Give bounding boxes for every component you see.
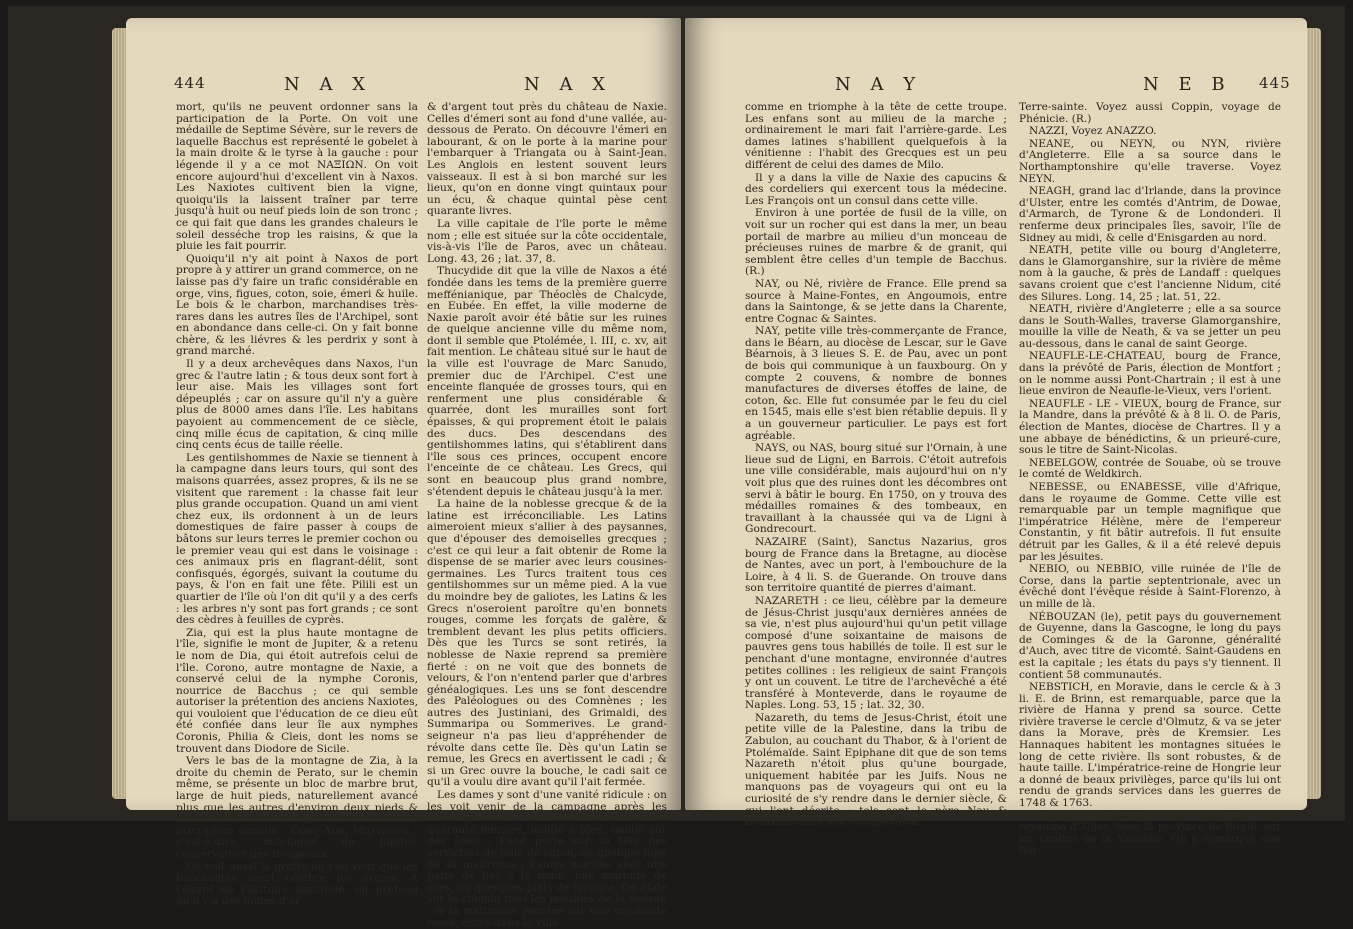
left-page-edges <box>112 28 126 799</box>
right-page-column-2 <box>1019 101 1281 857</box>
paragraph: Les dames y sont d'une vanité ridicule : on les voit venir de la campagne après les vendanges avec une suite de trente ou quarante femmes, moitié à pied, moitié sur des ânes ; l'une porte sur sa tête des serviettes de toile de coton, ou quelque jupe de sa maîtresse ; l'autre marche avec une paire de bas à la main, une marmite de grès, ou quelques plats de fayance. On étale sur le chemin tous les meubles de la maison ; & la maîtresse, montée sur une méchante rosse, entre dans la ville <box>427 789 667 929</box>
right-page-edges <box>1307 28 1321 799</box>
paragraph: Quoiqu'il n'y ait point à Naxos de port propre à y attirer un grand commerce, on ne laisse pas d'y faire un trafic considérable en orge, vins, figues, coton, soie, émeri & huile. Le bois & le charbon, marchandises très-rares dans les autres îles de l'Archipel, sont en abondance dans celle-ci. On y fait bonne chère, & les liévres & les perdrix y sont à grand marché. <box>176 252 418 358</box>
paragraph: mort, qu'ils ne peuvent ordonner sans la participation de la Porte. On voit une médaille de Septime Sévère, sur le revers de laquelle Bacchus est représenté le gobelet à la main droite & le tyrse à la gauche : pour légende il y a ce mot ΝΑΞΙΩΝ. On voit encore aujourd'hui d'excellent vin à Naxos. Les Naxiotes cultivent bien la vigne, quoiqu'ils la laissent traîner par terre jusqu'à huit ou neuf pieds loin de son tronc ; ce qui fait que dans les grandes chaleurs le soleil desséche trop les raisins, & que la pluie les fait pourrir. <box>176 101 418 253</box>
paragraph: NEAGH, grand lac d'Irlande, dans la province d'Ulster, entre les comtés d'Antrim, de Dowae, d'Armarch, de Tyrone & de Londonderi. Il renferme deux principales îles, savoir, l'île de Sidney au midi, & celle d'Enisgarden au nord. <box>1019 185 1281 244</box>
paragraph: Zia, qui est la plus haute montagne de l'île, signifie le mont de Jupiter, & a retenu le nom de Dia, qui étoit autrefois celui de l'île. Corono, autre montagne de Naxie, a conservé celui de la nymphe Coronis, nourrice de Bacchus ; ce qui semble autoriser la prétention des anciens Naxiotes, qui vouloient que l'éducation de ce dieu eût été confiée dans leur île aux nymphes Coronis, Philia & Cleis, dont les noms se trouvent dans Diodore de Sicile. <box>176 626 418 755</box>
paragraph: NAZZI, Voyez ANAZZO. <box>1029 125 1157 138</box>
paragraph: La ville capitale de l'île porte le même nom ; elle est située sur la côte occidentale, vis-à-vis l'île de Paros, avec un château. Long. 43, 26 ; lat. 37, 8. <box>427 217 667 265</box>
paragraph: NEATH, petite ville ou bourg d'Angleterre, dans le Glamorganshire, sur la rivière de même nom à la gauche, & près de Landaff : quelques savans croient que c'est l'ancienne Nidum, cité des Silures. Long. 14, 25 ; lat. 51, 22. <box>1019 244 1281 303</box>
paragraph: NAY, petite ville très-commerçante de France, dans le Béarn, au diocèse de Lescar, sur le Gave Béarnois, à 3 lieues S. E. de Pau, avec un pont de bois qui communique à un fauxbourg. On y compte 2 couvens, & nombre de bonnes manufactures de diverses étoffes de laine, de coton, &c. Elle fut consumée par le feu du ciel en 1545, mais elle s'est bien rétablie depuis. Il y a un gouverneur particulier. Le pays est fort agréable. <box>745 325 1007 442</box>
paragraph: NAYS, ou NAS, bourg situé sur l'Ornain, à une lieue sud de Ligni, en Barrois. C'étoit autrefois une ville considérable, mais aujourd'hui on n'y voit plus que des ruines dont les décombres ont servi à bâtir le bourg. En 1750, on y trouva des médailles romaines & des tombeaux, en travaillant à la chaussée qui va de Ligni à Gondrecourt. <box>745 442 1007 536</box>
left-page-header <box>126 74 681 96</box>
paragraph: Terre-sainte. Voyez aussi Coppin, voyage de Phénicie. (R.) <box>1019 101 1281 125</box>
book-spread <box>8 6 1345 929</box>
paragraph: NEBSTICH, en Moravie, dans le cercle & à 3 li. E. de Brinn, est remarquable, parce que la rivière de Hanna y prend sa source. Cette rivière traverse le cercle d'Olmutz, & va se jeter dans la Morave, près de Kremsier. Les Hannaques habitent les montagnes situées le long de cette rivière. Ils sont robustes, & de haute taille. L'impératrice-reine de Hongrie leur a donné de beaux privilèges, parce qu'ils lui ont rendu de grands services dans les guerres de 1748 & 1763. <box>1019 681 1281 810</box>
paragraph: NEANE, ou NEYN, ou NYN, rivière d'Angleterre. Elle a sa source dans le Northamptonshire qu'elle traverse. Voyez NEYN. <box>1019 137 1281 185</box>
left-page <box>126 18 681 929</box>
paragraph: NEBELGOW, contrée de Souabe, où se trouve le comté de Weldkirch. <box>1019 456 1281 481</box>
right-headword-2: N E B <box>1143 74 1232 95</box>
paragraph: La haine de la noblesse grecque & de la latine est irréconciliable. Les Latins aimeroient mieux s'allier à des paysannes, que d'épouser des demoiselles grecques ; c'est ce qui leur a fait obtenir de Rome la dispense de se marier avec leurs cousines-germaines. Les Turcs traitent tous ces gentilshommes sur un même pied. A la vue du moindre bey de galiotes, les Latins & les Grecs n'oseroient paroître qu'en bonnets rouges, comme les forçats de galère, & tremblent devant les plus petits officiers. Dès que les Turcs se sont retirés, la noblesse de Naxie reprend sa première fierté : on ne voit que des bonnets de velours, & l'on n'entend parler que d'arbres généalogiques. Les uns se font descendre des Paléologues ou des Comnènes ; les autres des Justiniani, des Grimaldi, des Summaripa ou Sommerives. Le grand-seigneur n'a pas lieu d'appréhender de révolte dans cette île. Dès qu'un Latin se remue, les Grecs en avertissent le cadi ; & si un Grec ouvre la bouche, le cadi sait ce qu'il a voulu dire avant qu'il l'ait fermée. <box>427 498 667 789</box>
paragraph: NEATH, rivière d'Angleterre ; elle a sa source dans le South-Walles, traverse Glamorganshire, mouille la ville de Neath, & va se jetter un peu au-dessous, dans le canal de saint George. <box>1019 303 1281 350</box>
paragraph: Les gentilshommes de Naxie se tiennent à la campagne dans leurs tours, qui sont des maisons quarrées, assez propres, & ils ne se visitent que rarement : la chasse fait leur plus grande occupation. Quand un ami vient chez eux, ils ordonnent à un de leurs domestiques de faire passer à coups de bâtons sur leurs terres le premier cochon ou le premier veau qui est dans le voisinage : ces animaux pris en flagrant-délit, sont confisqués, égorgés, suivant la coutume du pays, & l'on en fait une fête. Pilili est un quartier de l'île où l'on dit qu'il y a des cerfs : les arbres n'y sont pas fort grands ; ce sont des cèdres à feuilles de cyprès. <box>176 451 418 627</box>
paragraph: NECAUS, ancienne ville d'Afrique, au royaume d'Alger, dans la province de Bugie, sur les confins de la Numidie. On y remarque une fon <box>1019 809 1281 857</box>
paragraph: Il y a dans la ville de Naxie des capucins & des cordeliers qui exercent tous la médecine. Les François ont un consul dans cette ville. <box>745 171 1007 207</box>
paragraph: Vers le bas de la montagne de Zia, à la droite du chemin de Perato, sur le chemin même, se présente un bloc de marbre brut, large de huit pieds, naturellement avancé plus que les autres d'environ deux pieds & demi. On lit sous ce marbre cette ancienne inscription connue : Ορος Διος Μηλωσιου ; c'est-à-dire, montagne de Jupiter, conservateur des troupeaux. <box>176 755 418 860</box>
right-page <box>685 18 1307 857</box>
paragraph: NEAUFLE-LE-CHATEAU, bourg de France, dans la prévôté de Paris, élection de Montfort ; on le nomme aussi Pont-Chartrain ; il est à une lieue environ de Neaufle-le-Vieux, vers l'orient. <box>1019 350 1281 398</box>
paragraph: NAZARETH : ce lieu, célèbre par la demeure de Jésus-Christ jusqu'aux dernières années de sa vie, n'est plus aujourd'hui qu'un petit village composé d'une soixantaine de maisons de pauvres gens tous habillés de toile. Il est sur le penchant d'une montagne, environnée d'autres petites collines : les religieux de saint François y ont un couvent. Le titre de l'archevêché a été transféré à Monteverde, dans le royaume de Naples. Long. 53, 15 ; lat. 32, 30. <box>745 594 1007 712</box>
paragraph: Thucydide dit que la ville de Naxos a été fondée dans les tems de la première guerre meffénianique, par Théoclès de Chalcyde, en Eubée. En effet, la ville moderne de Naxie paroît avoir été bâtie sur les ruines de quelque ancienne ville du même nom, dont il semble que Ptolémée, l. III, c. xv, ait fait mention. Le château situé sur le haut de la ville est l'ouvrage de Marc Sanudo, premier duc de l'Archipel. C'est une enceinte flanquée de grosses tours, qui en renferment une plus considérable & quarrée, dont les murailles sont fort épaisses, & qui proprement étoit le palais des ducs. Des descendans des gentilshommes latins, qui s'établirent dans l'île sous ces princes, occupent encore l'enceinte de ce château. Les Grecs, qui sont en beaucoup plus grand nombre, s'étendent depuis le château jusqu'à la mer. <box>427 265 667 498</box>
left-page-number: 444 <box>174 74 206 92</box>
paragraph: NEBESSE, ou ENABESSE, ville d'Afrique, dans le royaume de Gomme. Cette ville est remarquable par un temple magnifique que l'impératrice Hélène, mère de l'empereur Constantin, y fit bâtir autrefois. Il fut ensuite détruit par les Galles, & il a été relevé depuis par les jésuites. <box>1019 481 1281 563</box>
left-page-column-1 <box>176 101 418 908</box>
paragraph: comme en triomphe à la tête de cette troupe. Les enfans sont au milieu de la marche ; ordinairement le mari fait l'arrière-garde. Les dames latines s'habillent quelquefois à la vénitienne : l'habit des Grecques est un peu différent de celui des dames de Milo. <box>745 101 1007 171</box>
paragraph: NÉBOUZAN (le), petit pays du gouvernement de Guyenne, dans la Gascogne, le long du pays de Cominges & de la Garonne, généralité d'Auch, avec titre de vicomté. Saint-Gaudens en est la capitale ; les états du pays s'y tiennent. Il contient 58 communautés. <box>1019 610 1281 681</box>
paragraph: & d'argent tout près du château de Naxie. Celles d'émeri sont au fond d'une vallée, au-dessous de Perato. On découvre l'émeri en labourant, & on le porte à la marine pour l'embarquer à Triangata ou à Saint-Jean. Les Anglois en lestent souvent leurs vaisseaux. Il est à si bon marché sur les lieux, qu'on en donne vingt quintaux pour un écu, & chaque quintal pèse cent quarante livres. <box>427 101 667 218</box>
paragraph: NAY, ou Né, rivière de France. Elle prend sa source à Maine-Fontes, en Angoumois, entre dans la Saintonge, & se jette dans la Charente, entre Cognac & Saintes. <box>745 277 1007 325</box>
paragraph: Nazareth, du tems de Jesus-Christ, étoit une petite ville de la Palestine, dans la tribu de Zabulon, au couchant du Thabor, & à l'orient de Ptolémaïde. Saint Epiphane dit que de son tems Nazareth n'étoit plus qu'une bourgade, uniquement habitée par les Juifs. Nous ne manquons pas de voyageurs qui ont eu la curiosité de s'y rendre dans le dernier siècle, & qui l'ont décrite ; tels sont le père Nau & Doubdan dans leur voyage de la <box>745 711 1007 829</box>
paragraph: Environ à une portée de fusil de la ville, on voit sur un rocher qui est dans la mer, un beau portail de marbre au milieu d'un monceau de précieuses ruines de marbre & de granit, qui semblent être celles d'un temple de Bacchus. (R.) <box>745 207 1007 278</box>
right-page-header <box>685 74 1307 96</box>
right-page-number: 445 <box>1259 74 1291 92</box>
left-page-column-2 <box>427 101 667 929</box>
paragraph: NEBIO, ou NEBBIO, ville ruinée de l'île de Corse, dans la partie septentrionale, avec un évêché dont l'évêque réside à Saint-Florenzo, à un mille de là. <box>1019 563 1281 610</box>
left-headword-2: N A X <box>524 74 613 95</box>
paragraph: Il y a deux archevêques dans Naxos, l'un grec & l'autre latin ; & tous deux sont fort à leur aise. Mais les villages sont fort dépeuplés ; car on assure qu'il n'y a guère plus de 8000 ames dans l'île. Les habitans payoient au commencement de ce siècle, cinq mille écus de capitation, & cinq mille cinq cents écus de taille réelle. <box>176 358 418 452</box>
left-headword-1: N A X <box>284 74 373 95</box>
paragraph: NAZAIRE (Saint), Sanctus Nazarius, gros bourg de France dans la Bretagne, au diocèse de Nantes, avec un port, à l'embouchure de la Loire, à 4 li. S. de Guerande. On trouve dans son territoire quantité de pierres d'aimant. <box>745 535 1007 595</box>
paragraph: NEAUFLE - LE - VIEUX, bourg de France, sur la Mandre, dans la prévôté & à 8 li. O. de Paris, élection de Mantes, diocèse de Chartres. Il y a une abbaye de bénédictins, & un prieuré-cure, sous le titre de Saint-Nicolas. <box>1019 397 1281 457</box>
paragraph: On voit aussi la grotte où l'on veut que les bacchantes aient célébré les orgies. A l'égard de l'histoire naturelle, on prétend qu'il y a des mines d'or <box>176 860 418 908</box>
right-page-column-1 <box>745 101 1007 829</box>
right-headword-1: N A Y <box>835 74 923 95</box>
